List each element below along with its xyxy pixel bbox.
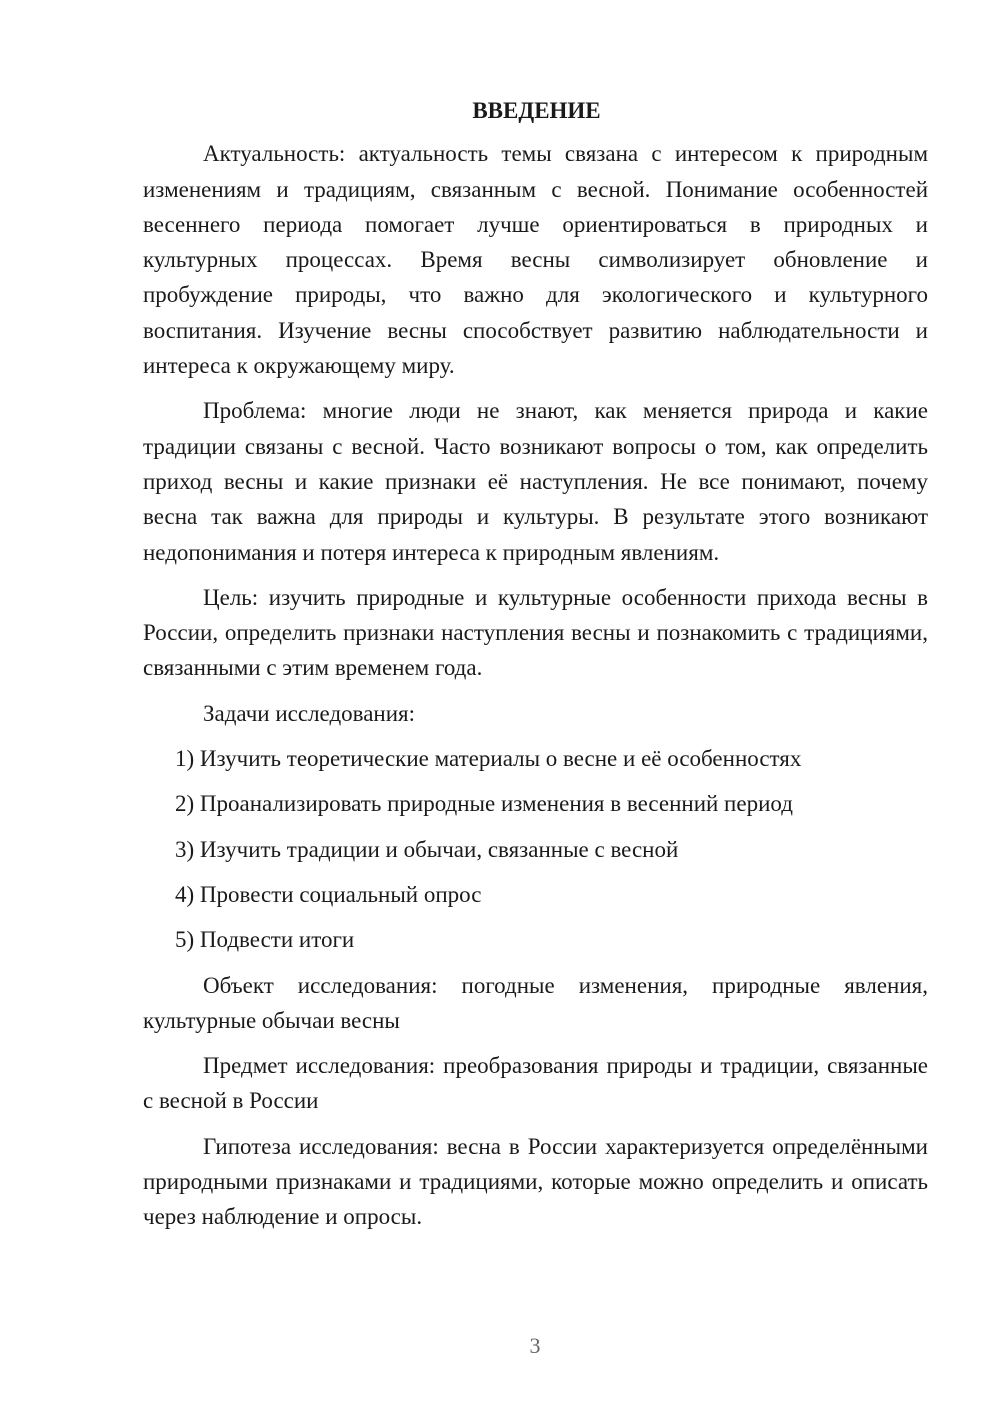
task-item-3: 3) Изучить традиции и обычаи, связанные с весной	[175, 836, 679, 862]
paragraph-hypothesis: Гипотеза исследования: весна в России характеризуется определёнными природными признаками и традициями, которые можно определить и описать через наблюдение и опросы.	[143, 1133, 928, 1230]
paragraph-goal: Цель: изучить природные и культурные особенности прихода весны в России, определить признаки наступления весны и познакомить с традициями, связанными с этим временем года.	[143, 584, 928, 681]
page-title: ВВЕДЕНИЕ	[472, 98, 601, 123]
task-item-4: 4) Провести социальный опрос	[175, 881, 482, 907]
page-number: 3	[529, 1333, 541, 1358]
document-body	[143, 93, 928, 1245]
task-item-2: 2) Проанализировать природные изменения в весенний период	[175, 791, 793, 817]
tasks-list	[143, 741, 928, 957]
paragraph-relevance: Актуальность: актуальность темы связана с интересом к природным изменениям и традициям, связанным с весной. Понимание особенностей весеннего периода помогает лучше ориентироваться в природных и культурных процессах. Время весны символизирует обновление и пробуждение природы, что важно для экологического и культурного воспитания. Изучение весны способствует развитию наблюдательности и интереса к окружающему миру.	[143, 141, 928, 379]
task-item-5: 5) Подвести итоги	[175, 927, 355, 953]
tasks-heading: Задачи исследования:	[203, 700, 416, 726]
paragraph-object: Объект исследования: погодные изменения, природные явления, культурные обычаи весны	[143, 972, 928, 1033]
paragraph-subject: Предмет исследования: преобразования природы и традиции, связанные с весной в России	[143, 1053, 928, 1114]
paragraph-problem: Проблема: многие люди не знают, как меняется природа и какие традиции связаны с весной. Часто возникают вопросы о том, как определить приход весны и какие признаки её наступления. Не все понимают, почему весна так важна для природы и культуры. В результате этого возникают недопонимания и потеря интереса к природным явлениям.	[143, 398, 928, 565]
task-item-1: 1) Изучить теоретические материалы о весне и её особенностях	[175, 746, 802, 772]
